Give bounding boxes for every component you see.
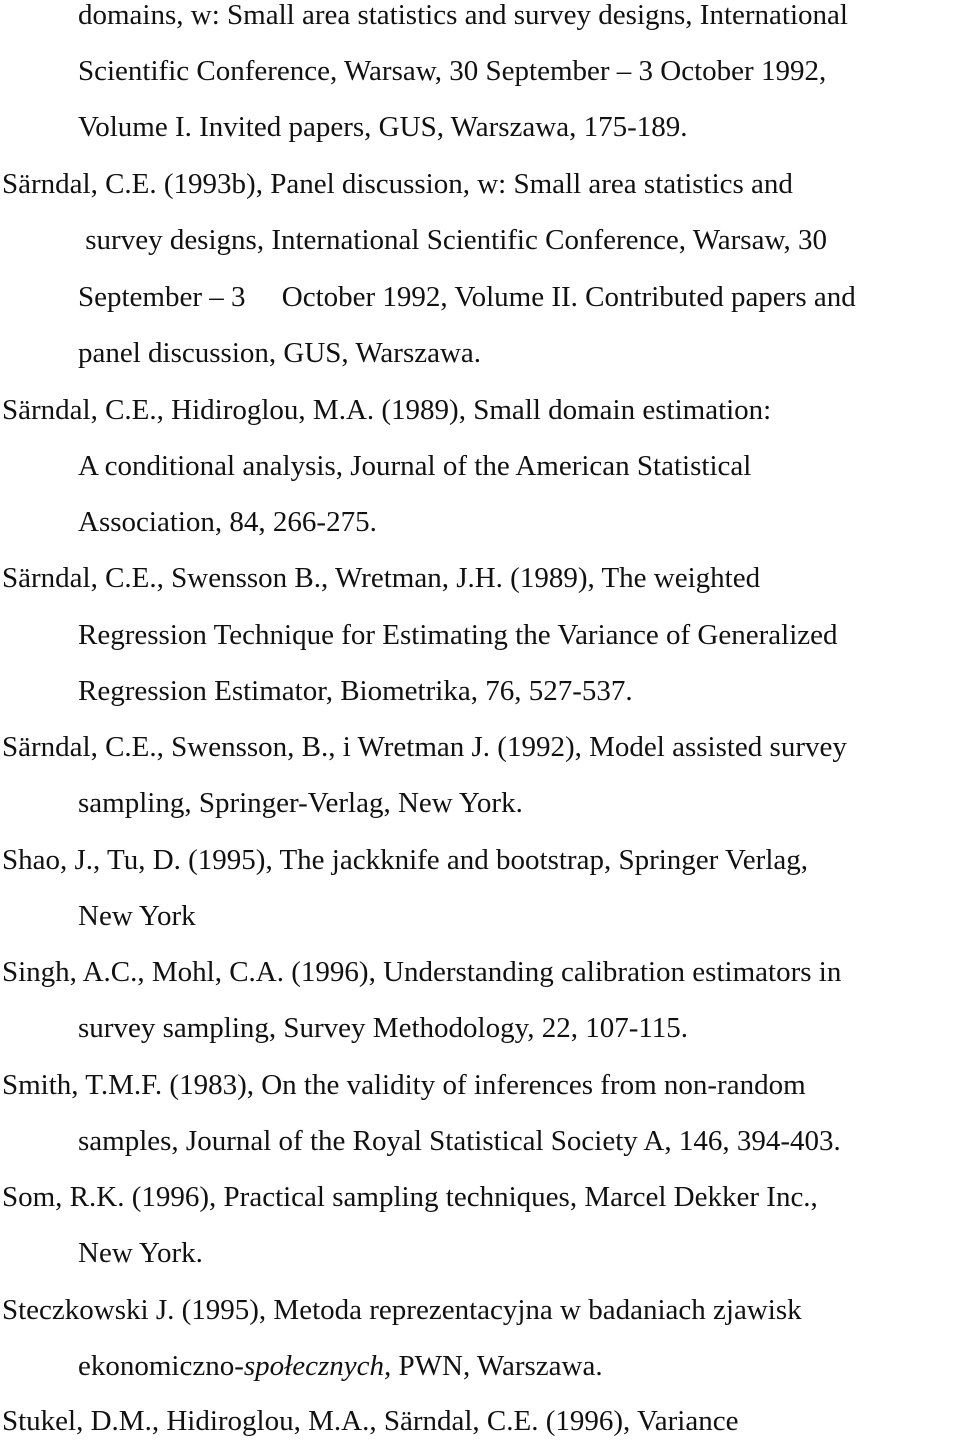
reference-line: September – 3 October 1992, Volume II. Contributed papers and [78,281,856,313]
reference-line: Särndal, C.E., Swensson, B., i Wretman J. (1992), Model assisted survey [2,731,847,763]
reference-line: Stukel, D.M., Hidiroglou, M.A., Särndal, C.E. (1996), Variance [2,1405,739,1437]
reference-line: Regression Estimator, Biometrika, 76, 527-537. [78,675,633,707]
reference-line: panel discussion, GUS, Warszawa. [78,337,482,369]
reference-line: Särndal, C.E. (1993b), Panel discussion, w: Small area statistics and [2,168,793,200]
reference-line: Shao, J., Tu, D. (1995), The jackknife and bootstrap, Springer Verlag, [2,844,808,876]
reference-line: Scientific Conference, Warsaw, 30 September – 3 October 1992, [78,55,827,87]
reference-italic-text: społecznych, [243,1350,392,1382]
reference-line: Steczkowski J. (1995), Metoda reprezentacyjna w badaniach zjawisk [2,1294,802,1326]
reference-line: survey designs, International Scientific Conference, Warsaw, 30 [78,224,828,256]
reference-line: A conditional analysis, Journal of the American Statistical [78,450,752,482]
reference-line: Som, R.K. (1996), Practical sampling techniques, Marcel Dekker Inc., [2,1181,818,1213]
reference-line [78,1346,603,1386]
reference-line: Särndal, C.E., Hidiroglou, M.A. (1989), Small domain estimation: [2,394,772,426]
reference-line: Association, 84, 266-275. [78,506,377,538]
reference-line: Singh, A.C., Mohl, C.A. (1996), Understanding calibration estimators in [2,956,842,988]
reference-text: ekonomiczno- [78,1350,244,1382]
reference-line: New York. [78,1237,203,1269]
reference-text: PWN, Warszawa. [391,1350,603,1382]
reference-line: Särndal, C.E., Swensson B., Wretman, J.H. (1989), The weighted [2,562,761,594]
reference-line: Smith, T.M.F. (1983), On the validity of inferences from non-random [2,1069,806,1101]
reference-line: domains, w: Small area statistics and survey designs, International [78,0,848,31]
reference-line: survey sampling, Survey Methodology, 22, 107-115. [78,1012,689,1044]
reference-line: New York [78,900,196,932]
reference-line: Volume I. Invited papers, GUS, Warszawa, 175-189. [78,111,688,143]
reference-line: sampling, Springer-Verlag, New York. [78,787,523,819]
reference-line: samples, Journal of the Royal Statistical Society A, 146, 394-403. [78,1125,841,1157]
reference-line: Regression Technique for Estimating the Variance of Generalized [78,619,838,651]
